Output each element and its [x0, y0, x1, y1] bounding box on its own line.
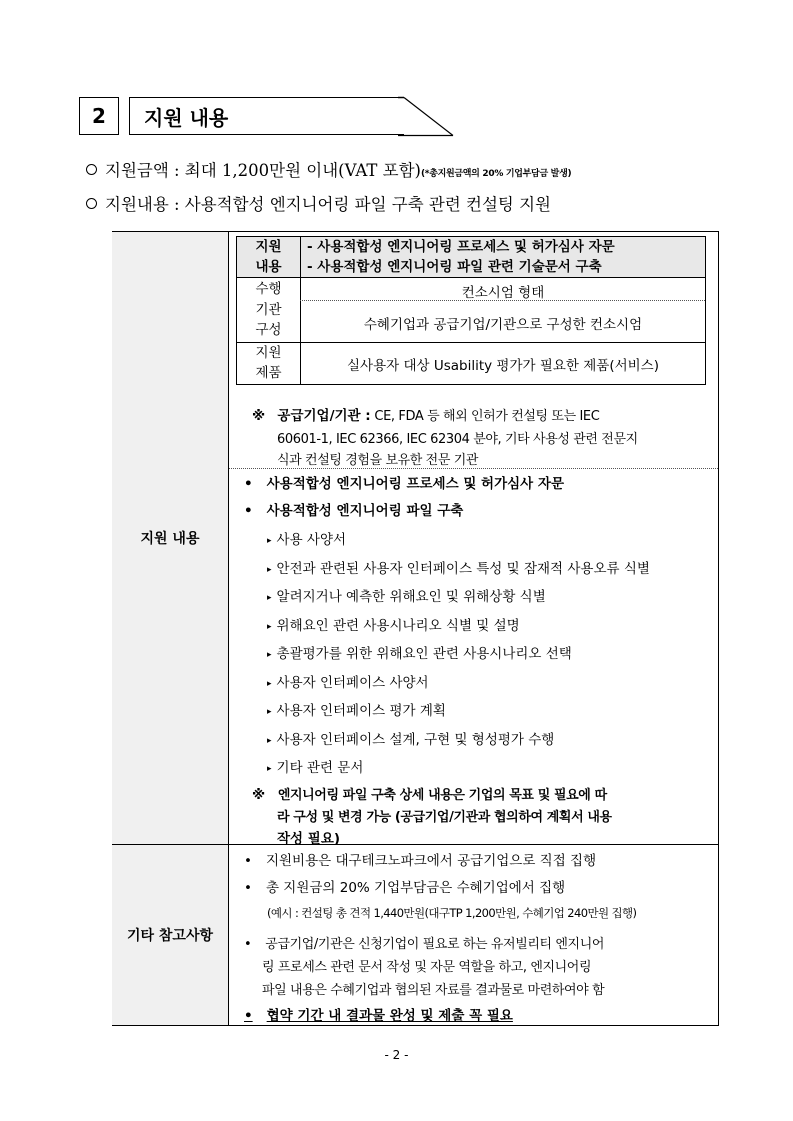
inner-head-product: 지원 제품 [255, 345, 282, 381]
product-desc: 실사용자 대상 Usability 평가가 필요한 제품(서비스) [347, 358, 659, 374]
note1-line2: 60601-1, IEC 62366, IEC 62304 분야, 기타 사용성 관련 전문지 [277, 432, 638, 447]
sub-item: ▸ 위해요인 관련 사용시나리오 식별 및 설명 [267, 614, 520, 634]
section-title: 지원 내용 [129, 97, 404, 135]
sub-item: ▸ 안전과 관련된 사용자 인터페이스 특성 및 잠재적 사용오류 식별 [267, 557, 650, 577]
main-item-advice: • 사용적합성 엔지니어링 프로세스 및 허가심사 자문 [244, 472, 564, 492]
section-header-decoration [398, 96, 458, 138]
sub-item: ▸ 기타 관련 문서 [267, 756, 363, 776]
row-label-support: 지원 내용 [112, 232, 229, 844]
org-composition: 수혜기업과 공급기업/기관으로 구성한 컨소시엄 [363, 317, 643, 333]
note2-line1: ※ 엔지니어링 파일 구축 상세 내용은 기업의 목표 및 필요에 따 [252, 787, 607, 803]
bullet-content: 지원내용 : 사용적합성 엔지니어링 파일 구축 관련 컨설팅 지원 [86, 191, 551, 215]
inner-head-org: 수행 기관 구성 [255, 281, 282, 338]
etc-item-important: • 협약 기간 내 결과물 완성 및 제출 꼭 필요 [244, 1004, 513, 1024]
note1-line1: ※ 공급기업/기관 : CE, FDA 등 해외 인허가 컨설팅 또는 IEC [252, 408, 600, 424]
note1-line3: 식과 컨설팅 경험을 보유한 전문 기관 [277, 453, 479, 468]
etc-item: • 공급기업/기관은 신청기업이 필요로 하는 유저빌리티 엔지니어 [244, 933, 604, 952]
bullet-funding: 지원금액 : 최대 1,200만원 이내(VAT 포함)(*총지원금액의 20% 기업부담금 발생) [86, 157, 571, 181]
note2-line2: 라 구성 및 변경 가능 (공급기업/기관과 협의하여 계획서 내용 [277, 810, 612, 825]
etc-item-cont: 파일 내용은 수혜기업과 협의된 자료를 결과물로 마련하여야 함 [262, 983, 605, 998]
etc-item-cont: 링 프로세스 관련 문서 작성 및 자문 역할을 하고, 엔지니어링 [262, 960, 592, 975]
sub-item: ▸ 사용 사양서 [267, 528, 346, 548]
circle-bullet-icon [86, 164, 97, 175]
note2-line3: 작성 필요) [277, 831, 341, 847]
sub-item: ▸ 알려지거나 예측한 위해요인 및 위해상황 식별 [267, 585, 546, 605]
main-item-file: • 사용적합성 엔지니어링 파일 구축 [244, 499, 463, 519]
row-divider [112, 844, 719, 845]
support-item-2: - 사용적합성 엔지니어링 파일 관련 기술문서 구축 [307, 259, 602, 275]
sub-item: ▸ 사용자 인터페이스 설계, 구현 및 형성평가 수행 [267, 728, 554, 748]
inner-head-support: 지원 내용 [255, 239, 282, 275]
row-label-etc: 기타 참고사항 [112, 845, 229, 1025]
etc-example: (예시 : 컨설팅 총 견적 1,440만원(대구TP 1,200만원, 수혜기업 240만원 집행) [267, 906, 637, 920]
section-number: 2 [79, 97, 119, 135]
sub-item: ▸ 사용자 인터페이스 사양서 [267, 671, 429, 691]
page-number: - 2 - [384, 1048, 409, 1062]
etc-item: • 지원비용은 대구테크노파크에서 공급기업으로 직접 집행 [244, 849, 596, 869]
circle-bullet-icon [86, 198, 97, 209]
org-type: 컨소시엄 형태 [461, 285, 545, 301]
sub-item: ▸ 사용자 인터페이스 평가 계획 [267, 699, 446, 719]
support-item-1: - 사용적합성 엔지니어링 프로세스 및 허가심사 자문 [307, 239, 615, 255]
sub-item: ▸ 총괄평가를 위한 위해요인 관련 사용시나리오 선택 [267, 642, 572, 662]
etc-item: • 총 지원금의 20% 기업부담금은 수혜기업에서 집행 [244, 876, 565, 896]
